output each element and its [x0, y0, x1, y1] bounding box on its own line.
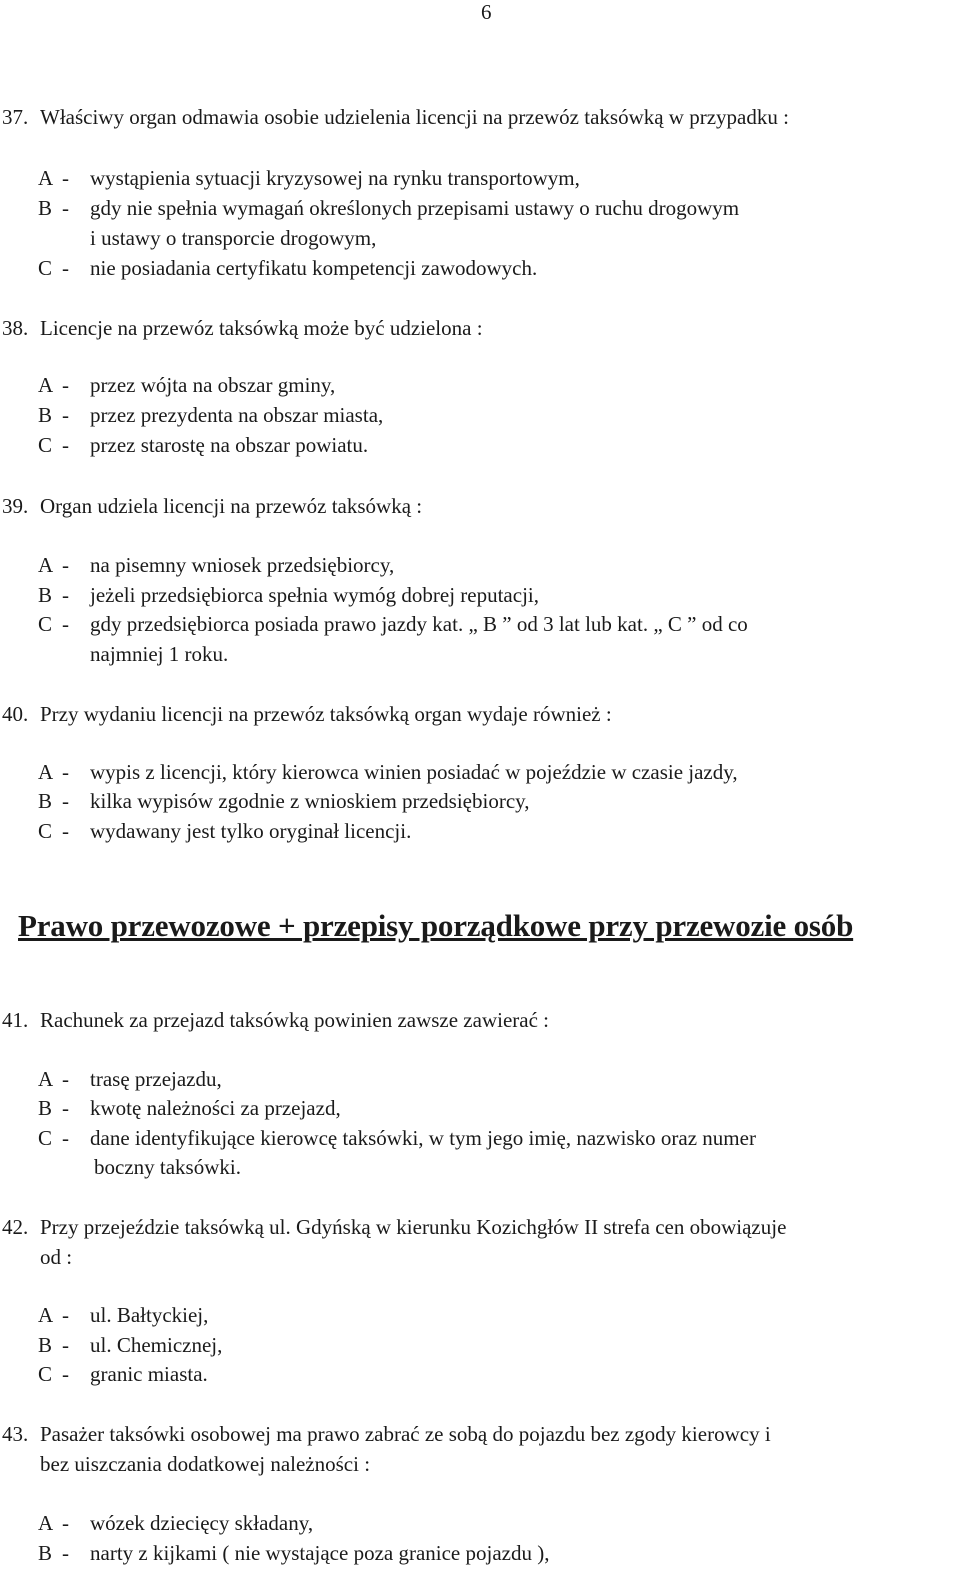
dash: -: [62, 196, 69, 220]
dash: -: [62, 1126, 69, 1150]
answer-text: wypis z licencji, który kierowca winien posiadać w pojeździe w czasie jazdy,: [90, 760, 738, 784]
question-text: Pasażer taksówki osobowej ma prawo zabrać ze sobą do pojazdu bez zgody kierowcy i: [40, 1422, 771, 1446]
answer-letter: A: [38, 373, 54, 397]
question-text: Licencje na przewóz taksówką może być udzielona :: [40, 316, 483, 340]
answer-text: wystąpienia sytuacji kryzysowej na rynku transportowym,: [90, 166, 580, 190]
question-43: [2, 1419, 771, 1449]
answer-text: wózek dziecięcy składany,: [90, 1511, 314, 1535]
answer-c-continued: najmniej 1 roku.: [90, 642, 229, 666]
question-41: [2, 1005, 549, 1035]
answer-letter: B: [38, 196, 53, 220]
answer-c: [38, 1123, 756, 1153]
question-number: 37.: [2, 105, 29, 129]
dash: -: [62, 1511, 69, 1535]
answer-text: ul. Bałtyckiej,: [90, 1303, 209, 1327]
answer-c: [38, 1359, 208, 1389]
answer-text: gdy nie spełnia wymagań określonych przepisami ustawy o ruchu drogowym: [90, 196, 740, 220]
answer-a: [38, 757, 738, 787]
answer-text: kwotę należności za przejazd,: [90, 1096, 341, 1120]
dash: -: [62, 760, 69, 784]
question-37: [2, 102, 789, 132]
answer-text: jeżeli przedsiębiorca spełnia wymóg dobrej reputacji,: [90, 583, 539, 607]
question-text: Przy przejeździe taksówką ul. Gdyńską w kierunku Kozichgłów II strefa cen obowiązuje: [40, 1215, 787, 1239]
answer-text: kilka wypisów zgodnie z wnioskiem przedsiębiorcy,: [90, 789, 530, 813]
answer-c: [38, 609, 748, 639]
page-number: 6: [481, 0, 492, 24]
answer-letter: C: [38, 256, 53, 280]
answer-b: [38, 580, 539, 610]
question-number: 38.: [2, 316, 29, 340]
answer-letter: C: [38, 819, 53, 843]
answer-letter: A: [38, 1067, 54, 1091]
question-40: [2, 699, 612, 729]
question-38: [2, 313, 483, 343]
answer-a: [38, 550, 394, 580]
answer-b: [38, 1538, 549, 1568]
question-39: [2, 491, 422, 521]
answer-text: przez wójta na obszar gminy,: [90, 373, 336, 397]
answer-text: przez starostę na obszar powiatu.: [90, 433, 369, 457]
answer-letter: B: [38, 1541, 53, 1565]
answer-text: wydawany jest tylko oryginał licencji.: [90, 819, 412, 843]
dash: -: [62, 433, 69, 457]
answer-text: nie posiadania certyfikatu kompetencji zawodowych.: [90, 256, 538, 280]
answer-b: [38, 193, 739, 223]
question-text: Organ udziela licencji na przewóz taksówką :: [40, 494, 423, 518]
dash: -: [62, 256, 69, 280]
dash: -: [62, 583, 69, 607]
answer-c: [38, 430, 368, 460]
answer-b: [38, 1330, 222, 1360]
answer-letter: A: [38, 1303, 54, 1327]
answer-a: [38, 163, 580, 193]
answer-letter: A: [38, 760, 54, 784]
answer-text: gdy przedsiębiorca posiada prawo jazdy kat. „ B ” od 3 lat lub kat. „ C ” od co: [90, 612, 748, 636]
question-text: Rachunek za przejazd taksówką powinien zawsze zawierać :: [40, 1008, 549, 1032]
dash: -: [62, 553, 69, 577]
dash: -: [62, 373, 69, 397]
answer-text: dane identyfikujące kierowcę taksówki, w tym jego imię, nazwisko oraz numer: [90, 1126, 756, 1150]
question-42: [2, 1212, 786, 1242]
answer-b: [38, 1093, 341, 1123]
answer-c-continued: boczny taksówki.: [94, 1155, 241, 1179]
question-text-continued: bez uiszczania dodatkowej należności :: [40, 1452, 371, 1476]
dash: -: [62, 1362, 69, 1386]
answer-letter: A: [38, 166, 54, 190]
answer-text: na pisemny wniosek przedsiębiorcy,: [90, 553, 395, 577]
question-text: Przy wydaniu licencji na przewóz taksówką organ wydaje również :: [40, 702, 612, 726]
dash: -: [62, 819, 69, 843]
answer-letter: C: [38, 1126, 53, 1150]
answer-text: ul. Chemicznej,: [90, 1333, 223, 1357]
answer-text: narty z kijkami ( nie wystające poza granice pojazdu ),: [90, 1541, 550, 1565]
question-text-continued: od :: [40, 1245, 73, 1269]
answer-text: granic miasta.: [90, 1362, 208, 1386]
answer-b: [38, 400, 383, 430]
answer-text: trasę przejazdu,: [90, 1067, 222, 1091]
dash: -: [62, 1096, 69, 1120]
answer-b-continued: i ustawy o transporcie drogowym,: [90, 226, 377, 250]
dash: -: [62, 1303, 69, 1327]
dash: -: [62, 166, 69, 190]
answer-letter: B: [38, 789, 53, 813]
question-number: 41.: [2, 1008, 29, 1032]
question-number: 39.: [2, 494, 29, 518]
answer-c: [38, 253, 537, 283]
dash: -: [62, 403, 69, 427]
answer-letter: B: [38, 1333, 53, 1357]
answer-letter: A: [38, 1511, 54, 1535]
question-number: 43.: [2, 1422, 29, 1446]
answer-a: [38, 370, 335, 400]
dash: -: [62, 1541, 69, 1565]
answer-letter: C: [38, 433, 53, 457]
answer-text: przez prezydenta na obszar miasta,: [90, 403, 384, 427]
answer-letter: A: [38, 553, 54, 577]
answer-b: [38, 786, 530, 816]
dash: -: [62, 1333, 69, 1357]
question-text: Właściwy organ odmawia osobie udzielenia licencji na przewóz taksówką w przypadku :: [40, 105, 789, 129]
answer-letter: B: [38, 1096, 53, 1120]
answer-letter: C: [38, 612, 53, 636]
answer-letter: B: [38, 403, 53, 427]
dash: -: [62, 612, 69, 636]
question-number: 42.: [2, 1215, 29, 1239]
answer-a: [38, 1508, 313, 1538]
answer-c: [38, 816, 411, 846]
answer-a: [38, 1300, 208, 1330]
dash: -: [62, 789, 69, 813]
answer-letter: B: [38, 583, 53, 607]
answer-letter: C: [38, 1362, 53, 1386]
section-title: Prawo przewozowe + przepisy porządkowe przy przewozie osób: [18, 908, 854, 943]
answer-a: [38, 1064, 222, 1094]
dash: -: [62, 1067, 69, 1091]
question-number: 40.: [2, 702, 29, 726]
